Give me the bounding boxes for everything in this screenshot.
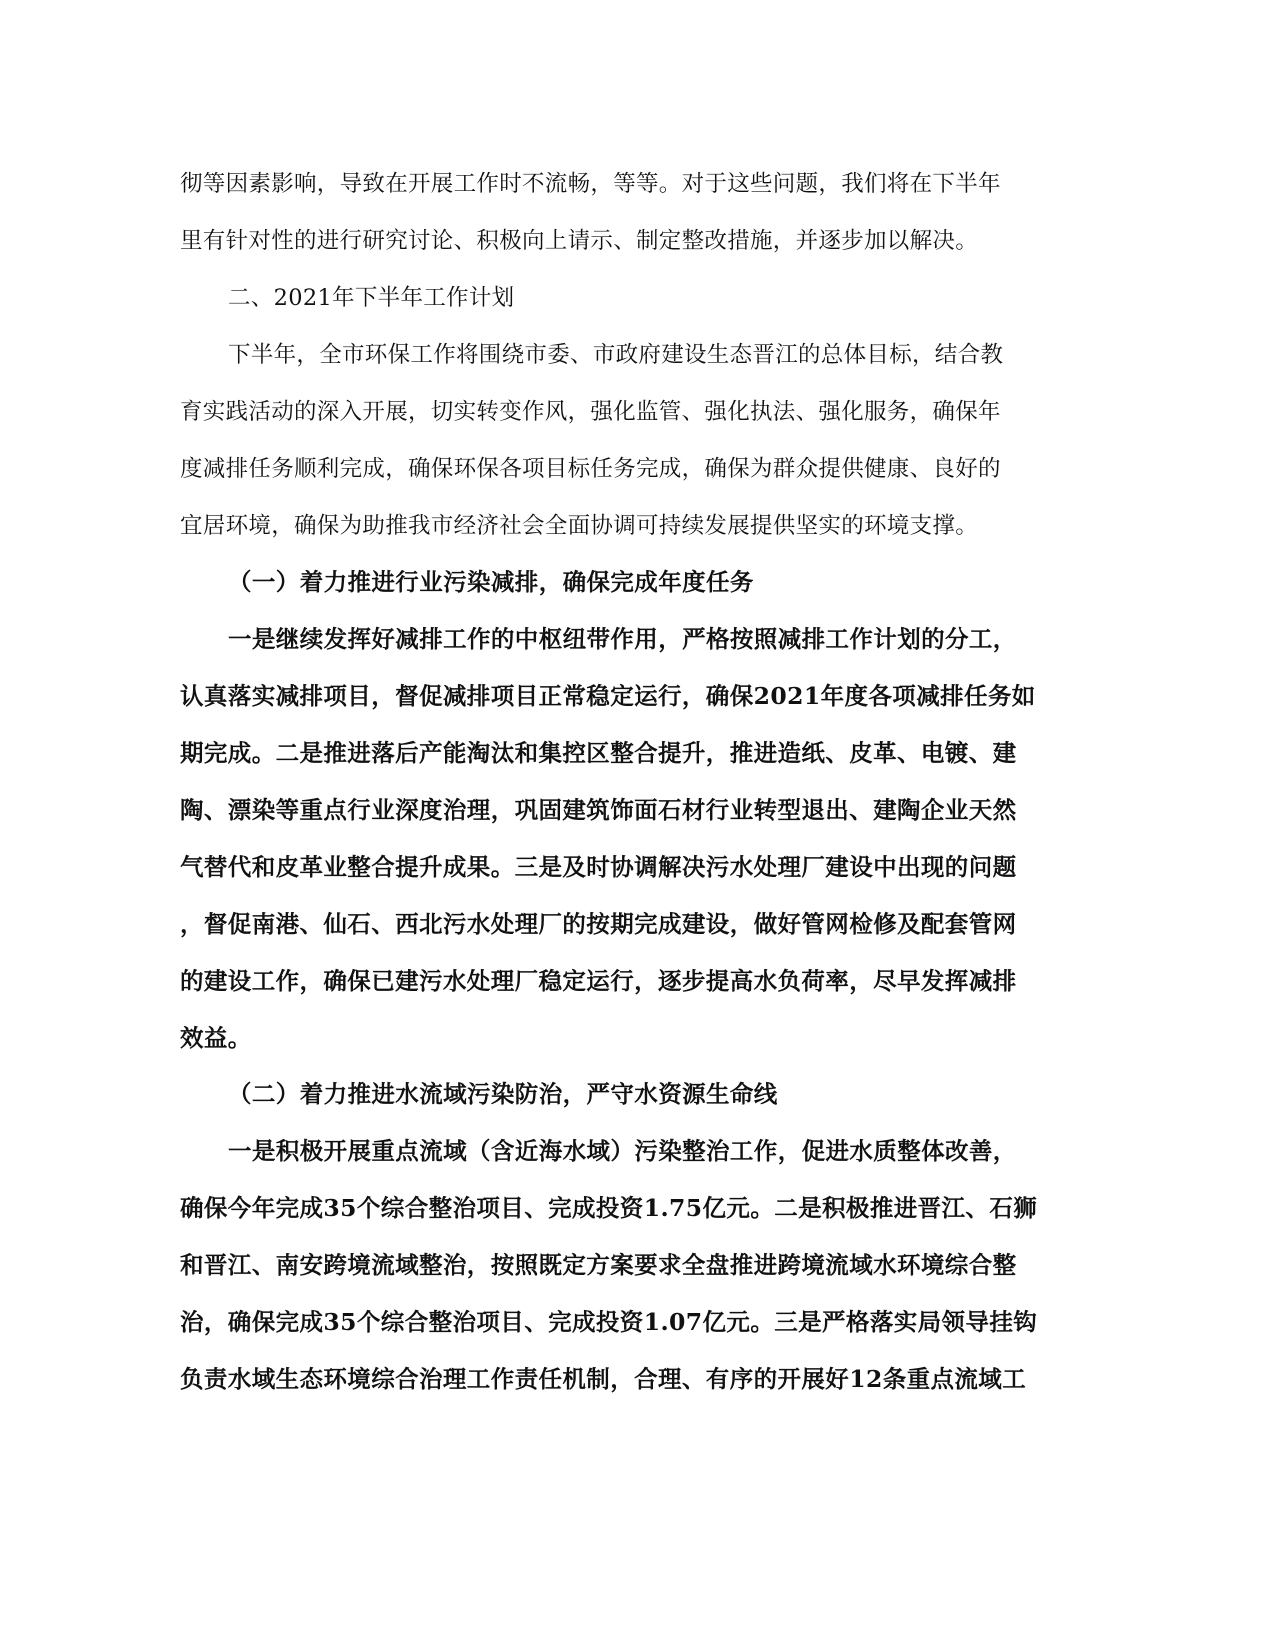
subsection-1-line-2: 认真落实减排项目，督促减排项目正常稳定运行，确保2021年度各项减排任务如 xyxy=(180,682,1036,710)
overview-line-1: 下半年，全市环保工作将围绕市委、市政府建设生态晋江的总体目标，结合教 xyxy=(228,342,1004,368)
subsection-1-line-4: 陶、漂染等重点行业深度治理，巩固建筑饰面石材行业转型退出、建陶企业天然 xyxy=(180,796,1017,824)
overview-line-2: 育实践活动的深入开展，切实转变作风，强化监管、强化执法、强化服务，确保年 xyxy=(180,399,1001,425)
subsection-1-line-3: 期完成。二是推进落后产能淘汰和集控区整合提升，推进造纸、皮革、电镀、建 xyxy=(180,739,1017,767)
subsection-1-line-1: 一是继续发挥好减排工作的中枢纽带作用，严格按照减排工作计划的分工， xyxy=(228,625,1017,653)
subsection-2-line-3: 和晋江、南安跨境流域整治，按照既定方案要求全盘推进跨境流域水环境综合整 xyxy=(180,1251,1017,1279)
overview-line-3: 度减排任务顺利完成，确保环保各项目标任务完成，确保为群众提供健康、良好的 xyxy=(180,456,1001,482)
overview-line-4: 宜居环境，确保为助推我市经济社会全面协调可持续发展提供坚实的环境支撑。 xyxy=(180,513,979,539)
subsection-1-heading: （一）着力推进行业污染减排，确保完成年度任务 xyxy=(228,568,754,596)
subsection-2-line-4: 治，确保完成35个综合整治项目、完成投资1.07亿元。三是严格落实局领导挂钩 xyxy=(180,1308,1038,1336)
subsection-1-line-8: 效益。 xyxy=(180,1024,252,1052)
subsection-2-line-1: 一是积极开展重点流域（含近海水域）污染整治工作，促进水质整体改善， xyxy=(228,1137,1017,1165)
subsection-2-line-2: 确保今年完成35个综合整治项目、完成投资1.75亿元。二是积极推进晋江、石狮 xyxy=(180,1194,1038,1222)
subsection-1-line-7: 的建设工作，确保已建污水处理厂稳定运行，逐步提高水负荷率，尽早发挥减排 xyxy=(180,967,1017,995)
intro-line-2: 里有针对性的进行研究讨论、积极向上请示、制定整改措施，并逐步加以解决。 xyxy=(180,228,979,254)
subsection-1-line-6: ，督促南港、仙石、西北污水处理厂的按期完成建设，做好管网检修及配套管网 xyxy=(180,910,1017,938)
section-heading: 二、2021年下半年工作计划 xyxy=(228,285,515,311)
intro-line-1: 彻等因素影响，导致在开展工作时不流畅，等等。对于这些问题，我们将在下半年 xyxy=(180,171,1001,197)
subsection-1-line-5: 气替代和皮革业整合提升成果。三是及时协调解决污水处理厂建设中出现的问题 xyxy=(180,853,1017,881)
subsection-2-heading: （二）着力推进水流域污染防治，严守水资源生命线 xyxy=(228,1080,778,1108)
subsection-2-line-5: 负责水域生态环境综合治理工作责任机制，合理、有序的开展好12条重点流域工 xyxy=(180,1365,1027,1393)
